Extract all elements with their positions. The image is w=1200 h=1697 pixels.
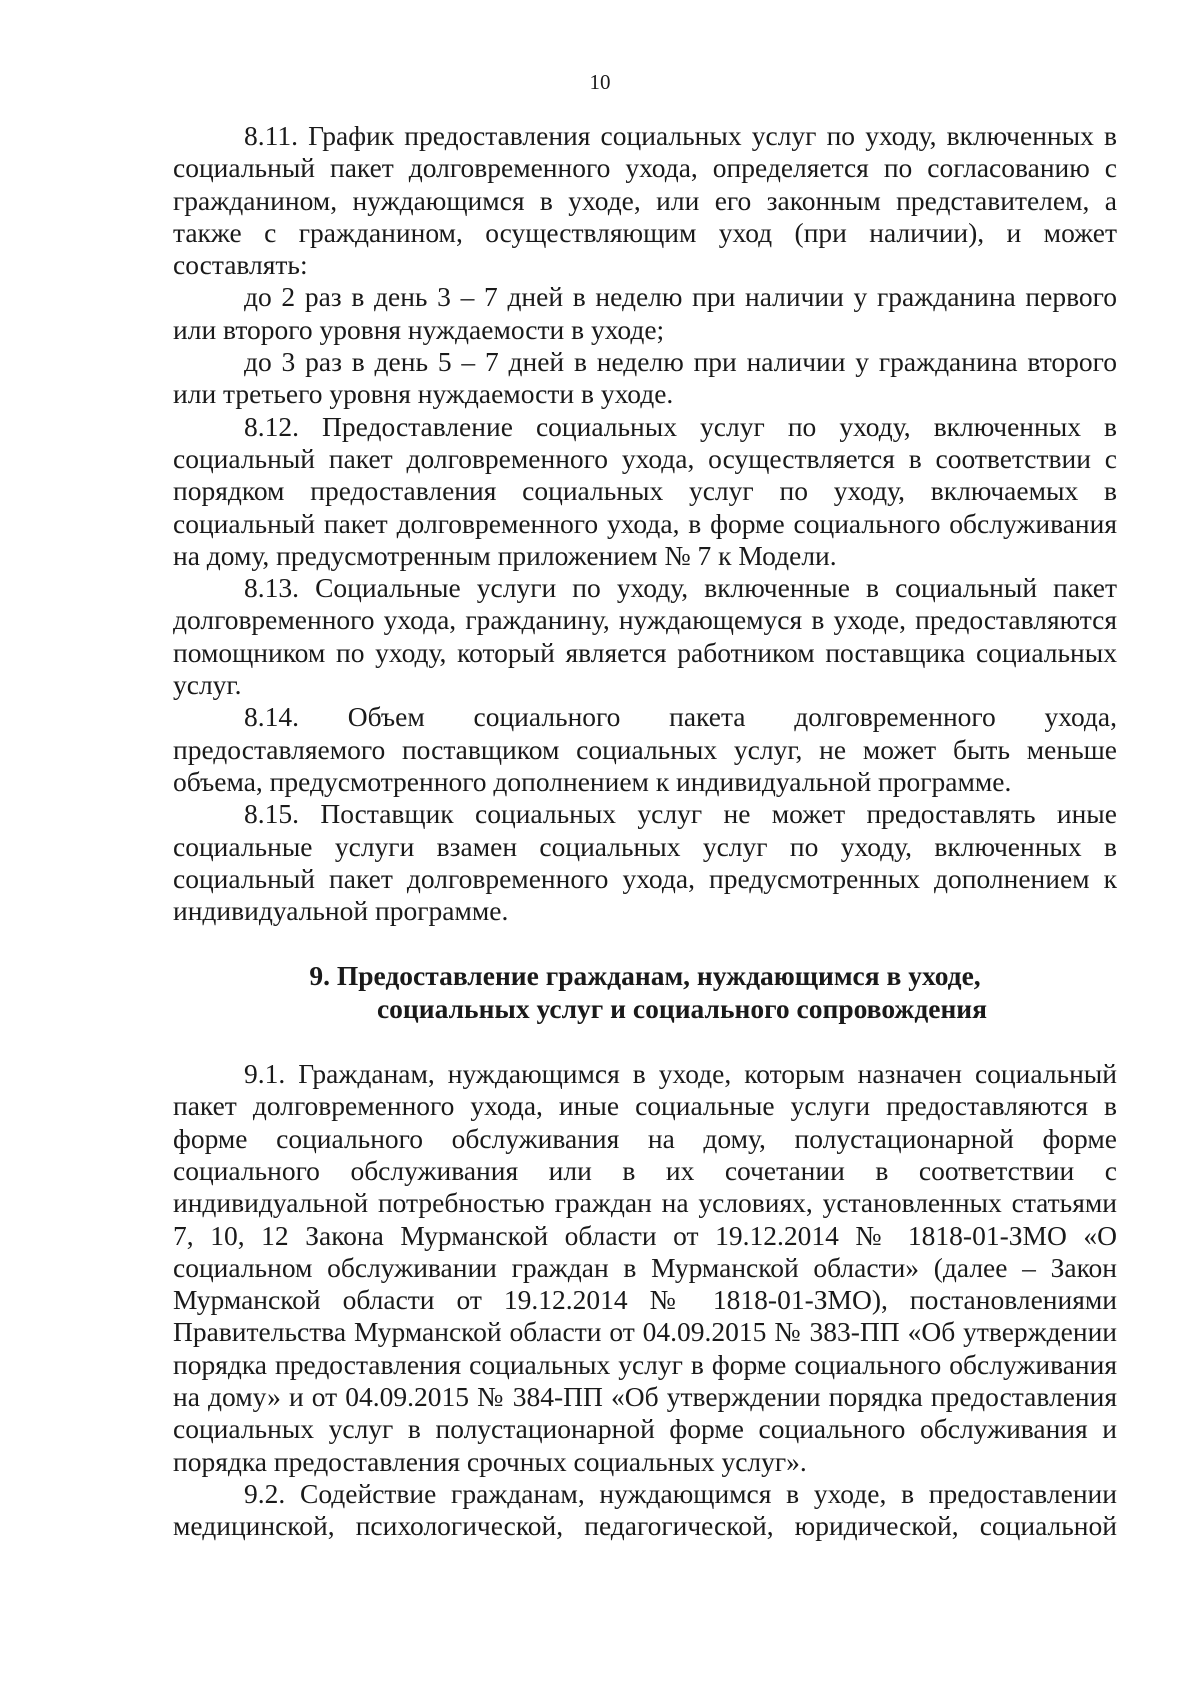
section-heading-line-2: социальных услуг и социального сопровождения	[376, 992, 988, 1024]
paragraph-9-2: 9.2. Содействие гражданам, нуждающимся в уходе, в предоставлении медицинской, психологической, педагогической, юридической, социальной	[173, 1477, 1117, 1542]
paragraph-frequency-level-1-2: до 2 раз в день 3 – 7 дней в неделю при наличии у гражданина первого или второго уровня нуждаемости в уходе;	[173, 281, 1117, 345]
paragraph-8-13: 8.13. Социальные услуги по уходу, включенные в социальный пакет долговременного ухода, гражданину, нуждающемуся в уходе, предоставляются помощником по уходу, который является работником поставщика социальных услуг.	[173, 572, 1117, 701]
paragraph-8-14: 8.14. Объем социального пакета долговременного ухода, предоставляемого поставщиком социальных услуг, не может быть меньше объема, предусмотренного дополнением к индивидуальной программе.	[173, 701, 1117, 797]
page-number: 10	[589, 70, 611, 94]
section-9-heading	[173, 960, 1117, 1025]
section-heading-line-1: 9. Предоставление гражданам, нуждающимся в уходе,	[309, 960, 981, 992]
paragraph-9-1: 9.1. Гражданам, нуждающимся в уходе, которым назначен социальный пакет долговременного ухода, иные социальные услуги предоставляются в форме социального обслуживания на дому, полустационарной форме социального обслуживания или в их сочетании в соответствии с индивидуальной потребностью граждан на условиях, установленных статьями 7, 10, 12 Закона Мурманской области от 19.12.2014 № 1818-01-ЗМО «О социальном обслуживании граждан в Мурманской области» (далее – Закон Мурманской области от 19.12.2014 № 1818-01-ЗМО), постановлениями Правительства Мурманской области от 04.09.2015 № 383-ПП «Об утверждении порядка предоставления социальных услуг в форме социального обслуживания на дому» и от 04.09.2015 № 384-ПП «Об утверждении порядка предоставления социальных услуг в полустационарной форме социального обслуживания и порядка предоставления срочных социальных услуг».	[173, 1058, 1117, 1477]
paragraph-8-11: 8.11. График предоставления социальных услуг по уходу, включенных в социальный пакет долговременного ухода, определяется по согласованию с гражданином, нуждающимся в уходе, или его законным представителем, а также с гражданином, осуществляющим уход (при наличии), и может составлять:	[173, 120, 1117, 281]
paragraph-8-15: 8.15. Поставщик социальных услуг не может предоставлять иные социальные услуги взамен социальных услуг по уходу, включенных в социальный пакет долговременного ухода, предусмотренных дополнением к индивидуальной программе.	[173, 798, 1117, 927]
paragraph-8-12: 8.12. Предоставление социальных услуг по уходу, включенных в социальный пакет долговременного ухода, осуществляется в соответствии с порядком предоставления социальных услуг по уходу, включаемых в социальный пакет долговременного ухода, в форме социального обслуживания на дому, предусмотренным приложением № 7 к Модели.	[173, 410, 1117, 571]
page-content	[173, 120, 1117, 1542]
paragraph-frequency-level-2-3: до 3 раз в день 5 – 7 дней в неделю при наличии у гражданина второго или третьего уровня нуждаемости в уходе.	[173, 346, 1117, 410]
